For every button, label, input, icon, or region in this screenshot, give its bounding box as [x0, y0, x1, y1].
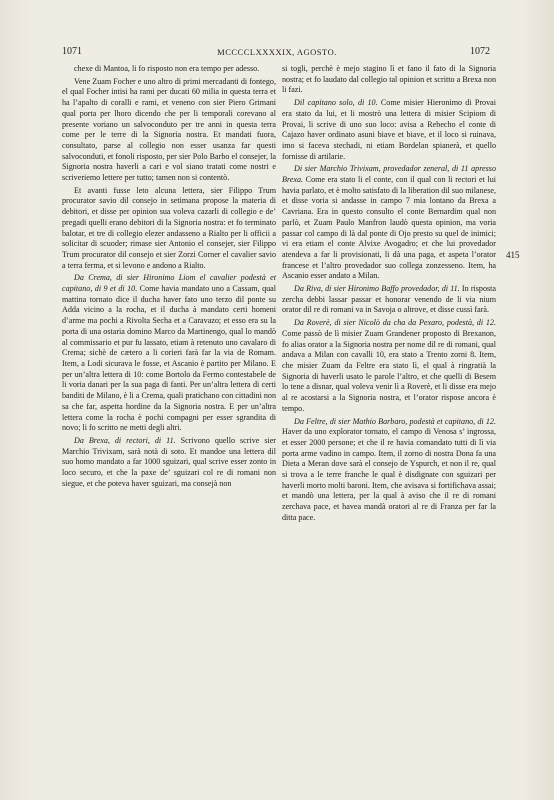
letter-heading: Di sier Marchio Trivixam, provedador zeneral, di 11 apresso Brexa.: [282, 164, 496, 185]
page-number-right: 1072: [470, 46, 490, 57]
paragraph: [62, 186, 276, 272]
paragraph-text: Come passò de lì misier Zuam Grandener proposto di Brexanon, fo alias orator a la Signoria nostra per nome dil re di romani, qual andava a Milan con cavalli 10, era stato a Trento zorni 8. Item, che misier Zuam da Feltre era stato lì, el qual à ringratià la Signoria di haverli usato le parole l’altro, et che quelli di Besem lo tene a disnar, qual voleva venir lì a Roverè, et li disse era mejo al re acostarsi a la Signoria nostra, et l’orator rispose ancora è tempo.: [282, 328, 496, 413]
paragraph: [282, 417, 496, 524]
paragraph-text: Vene Zuam Focher e uno altro di primi mercadanti di fontego, el qual Focher intisi ha rami per ducati 60 milia in questa terra et ha l’apalto di coralli e rami, et veneno con sier Piero Grimani qual porta per lhoro dicendo che per li temporali corevano al presente voriano un salvoconduto per tre anni in questa terra come per le terre di la Signoria nostra. Et mandati fuora, consultato, parse al collegio non esser usanza far questi salvoconduti, et fonoli risposto, per sier Polo Barbo el consejer, la Signoria nostra haverli a cari e vol siano tratati come nostri e scriveriemo lettere per tutto; tamen non si contentò.: [62, 76, 276, 183]
paragraph-text: Et avanti fusse leto alcuna lettera, sier Filippo Trum procurator savio dil consejo in setimana propose la materia di debitori, et disse per opinion sua voleva cazarli di collegio e de’ pregadi quelli erano debitori di la Signoria nostra: et fo terminato balotar, et tre di collegio elezer andasseno a Rialto per li officii a solicitar di scuoder; rimase sier Antonio el consejer, sier Filippo Trum procurator dil consejo et sier Zorzi Corner el cavalier savio a terra ferma, et si levono e andono a Rialto.: [62, 185, 276, 270]
right-column: [282, 64, 496, 526]
paragraph: [282, 318, 496, 414]
paragraph-text: Scrivono quello scrive sier Marchio Trivixam, sarà notà di soto. Et mandoe una lettera dil suo homo mandato a far 1000 sguizari, qual scrive esser zonto in loco securo, et che la paxe de’ sguizari col re di romani non siegue, et che poteva haver sguizari, ma consejà non: [62, 435, 277, 488]
paragraph: [62, 64, 276, 75]
letter-heading: Da Crema, di sier Hironimo Liom el cavalier podestà et capitano, di 9 et di 10.: [62, 273, 276, 294]
letter-heading: Da Riva, di sier Hironimo Baffo provedador, di 11.: [294, 284, 460, 294]
letter-heading: Da Brexa, di rectori, di 11.: [74, 435, 176, 445]
paragraph: [62, 77, 276, 184]
page-number-left: 1071: [62, 46, 82, 57]
paragraph-text: Haver da uno explorator tornato, el campo di Venosa s’ ingrossa, et esser 2000 persone; et che il re havia comandato tutti di lì via porta arme vadino in campo. Item, il zorno di nostra Dona fa una Dieta a Meran dove sarà el consejo de Yspurch, et non il re, qual si trova a le terre franche le qual è disdignate con sguizari per haverli morto molti baroni. Item, che avisava si fortifichava assai; et mandò una lettera, per la qual à aviso che il re di romani zerchava pace, et havea mandà oratori al re di Franza per far la ditta pace.: [282, 427, 496, 522]
paragraph-text: In risposta zercha debbi lassar passar et honorar venendo de li via nium orator dil re di romani va in Savoja o altrove, et disse cussì farà.: [282, 284, 496, 315]
paragraph: [282, 64, 496, 96]
paragraph: [282, 98, 496, 162]
letter-heading: Dil capitano solo, di 10.: [294, 98, 378, 108]
paragraph-text: Come havia mandato uno a Cassam, qual mattina tornato dice il ducha haver fato uno terzo dil ponte su Adda vicino a la rocha, et il ducha à mandato certi homeni d’arme ma pochi a Rivolta Secha et a Caravazo; et esso era su la porta di una ostaria domino Marco da Martinengo, qual lo mandò al commissario et pur fu lassato, etiam à retenuto uno cavalaro di Crema; sichè de cætero a li corieri farà far la via de Romam. Item, a Lodi sicurava le fosse, et Ascanio è partito per Milano. E per un’altra lettera di 10: come Bortolo da Fermo contestabele de li voria danari per la sua paga di fanti. Per un’altra lettera di certi banditi de Milano, è li a Crema, quali pratichano con cittadini non sa che far, aspetta hordine da la Signoria nostra. E per un’altra lettera come la rocha è pochi compagni per esser sgrandita di novo; li fo scritto ne metti degli altri.: [62, 284, 276, 433]
letter-heading: Da Feltre, di sier Mathio Barbaro, podestà et capitano, di 12.: [294, 416, 496, 426]
paragraph-text: Come misier Hieronimo di Provai era stato da lui, et li mostrò una lettera di misier Scipiom di Provai, li scrive di uno suo loco: avisa a Rebecho el conte di Cajazo haver ordinato asuni biave et biave, et il loco si ruinava, imo si faceva stechadi, ni etiam Bordelan spianerà, et quello fornisse di artilarie.: [282, 98, 496, 161]
paragraph: [62, 273, 276, 434]
margin-number: 415: [506, 250, 520, 260]
page-header: [0, 46, 554, 60]
paragraph-text: chexe di Mantoa, li fo risposto non era tempo per adesso.: [74, 64, 260, 73]
running-title: MCCCCLXXXXIX, AGOSTO.: [217, 47, 337, 57]
paragraph: [62, 436, 276, 490]
paragraph: [282, 284, 496, 316]
letter-heading: Da Roverè, di sier Nicolò da cha da Pexaro, podestà, di 12.: [294, 318, 496, 328]
paragraph: [282, 164, 496, 282]
paragraph-text: Come era stato li el conte, con il qual con li rectori et lui havia parlato, et è molto satisfato di la liberation dil suo milanese, et disse voria si andasse in campo 7 mia lontano da Brexa a Cavriana. Era in questo consulto el conte Bernardim qual non parlò, et Zuam Paulo Manfron laudò questa opinion, ma voria passar col campo di là dal ponte di Ojo presto su quel de inimici; vi era etiam el conte Alvixe Avogadro; et che lui provedador atendeva a far li provisionati, li dà una paga, et aspeta l’orator francese et l’altro provedador suo collega zonzesseno. Item, ha Ascanio esser andato a Milan.: [282, 175, 496, 281]
paragraph-text: si togli, perchè è mejo stagino lì et fano il fato di la Signoria nostra; et fo laudato dal collegio tal opinion et scritto a Brexa non li fazi.: [282, 64, 496, 95]
left-column: [62, 64, 276, 491]
